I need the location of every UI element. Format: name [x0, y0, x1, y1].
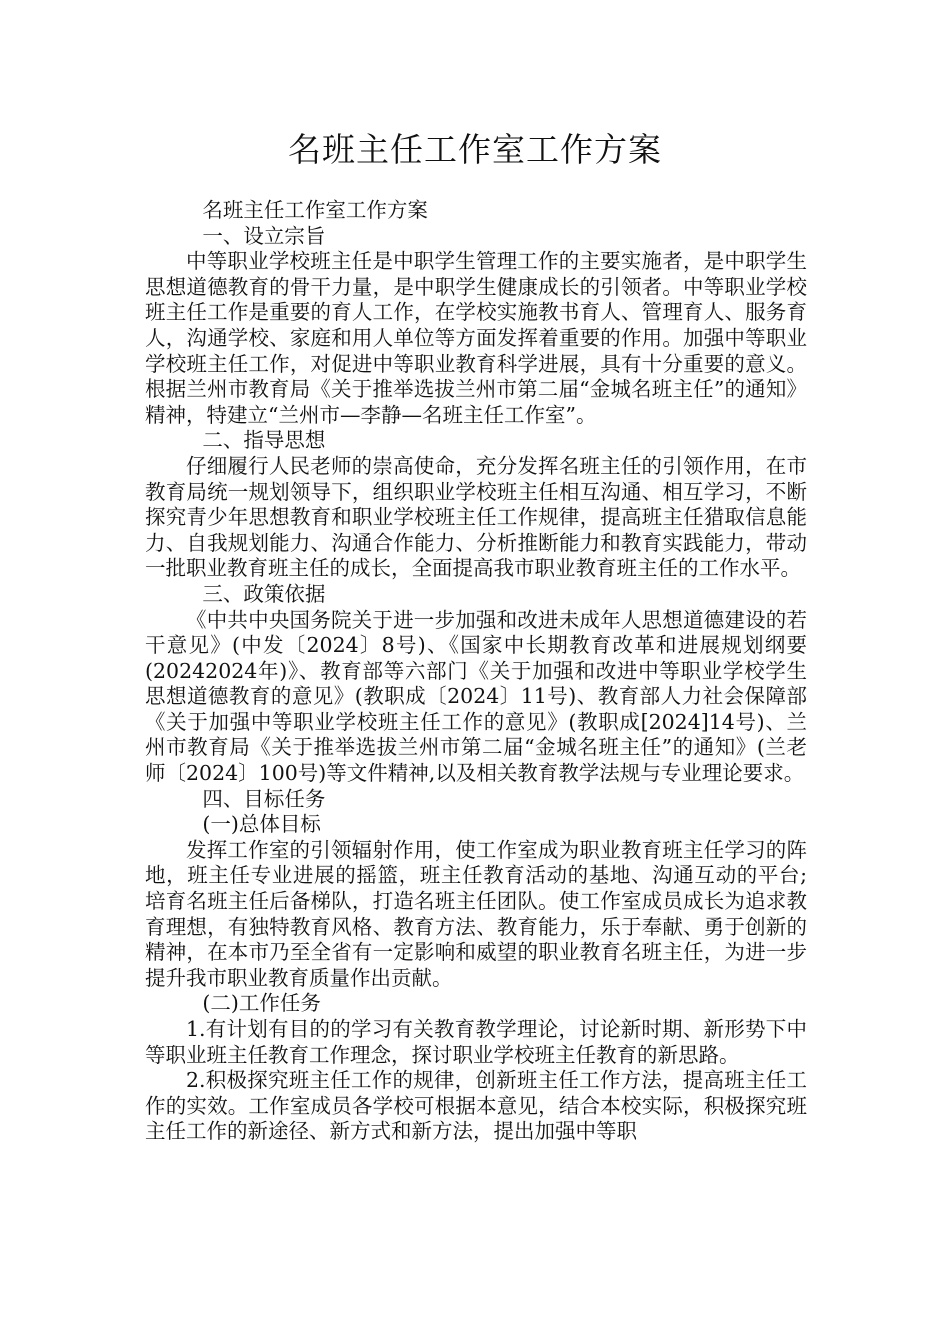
paragraph-overall-goal: 发挥工作室的引领辐射作用，使工作室成为职业教育班主任学习的阵地，班主任专业进展的摇篮，班主任教育活动的基地、沟通互动的平台;培育名班主任后备梯队，打造名班主任团队。使工作室成员成长为追求教育理想，有独特教育风格、教育方法、教育能力，乐于奉献、勇于创新的精神，在本市乃至全省有一定影响和威望的职业教育名班主任，为进一步提升我市职业教育质量作出贡献。 — [145, 837, 807, 990]
subtitle-line: 名班主任工作室工作方案 — [202, 198, 428, 222]
document-body — [145, 198, 807, 1145]
paragraph-policy-basis: 《中共中央国务院关于进一步加强和改进未成年人思想道德建设的若干意见》(中发〔2024〕8号)、《国家中长期教育改革和进展规划纲要(20242024年)》、教育部等六部门《关于加强和改进中等职业学校学生思想道德教育的意见》(教职成〔2024〕11号)、教育部人力社会保障部《关于加强中等职业学校班主任工作的意见》(教职成[2024]14号)、兰州市教育局《关于推举选拔兰州市第二届“金城名班主任”的通知》(兰老师〔2024〕100号)等文件精神,以及相关教育教学法规与专业理论要求。 — [145, 607, 807, 786]
paragraph-task-2: 2.积极探究班主任工作的规律，创新班主任工作方法，提高班主任工作的实效。工作室成员各学校可根据本意见，结合本校实际，积极探究班主任工作的新途径、新方式和新方法，提出加强中等职 — [145, 1068, 807, 1144]
section-heading-policy-basis: 三、政策依据 — [202, 581, 326, 606]
page-title: 名班主任工作室工作方案 — [288, 130, 662, 169]
paragraph-guiding-ideology: 仔细履行人民老师的崇高使命，充分发挥名班主任的引领作用，在市教育局统一规划领导下，组织职业学校班主任相互沟通、相互学习，不断探究青少年思想教育和职业学校班主任工作规律，提高班主任猎取信息能力、自我规划能力、沟通合作能力、分析推断能力和教育实践能力，带动一批职业教育班主任的成长，全面提高我市职业教育班主任的工作水平。 — [145, 453, 807, 581]
section-heading-goals: 四、目标任务 — [202, 786, 326, 811]
section-heading-guiding-ideology: 二、指导思想 — [202, 428, 326, 453]
section-heading-purpose: 一、设立宗旨 — [202, 223, 326, 248]
subsection-heading-overall-goal: (一)总体目标 — [202, 812, 321, 837]
paragraph-purpose: 中等职业学校班主任是中职学生管理工作的主要实施者，是中职学生思想道德教育的骨干力量，是中职学生健康成长的引领者。中等职业学校班主任工作是重要的育人工作，在学校实施教书育人、管理育人、服务育人，沟通学校、家庭和用人单位等方面发挥着重要的作用。加强中等职业学校班主任工作，对促进中等职业教育科学进展，具有十分重要的意义。根据兰州市教育局《关于推举选拔兰州市第二届“金城名班主任”的通知》精神，特建立“兰州市—李静—名班主任工作室”。 — [145, 249, 807, 427]
subsection-heading-work-tasks: (二)工作任务 — [202, 991, 321, 1016]
paragraph-task-1: 1.有计划有目的的学习有关教育教学理论，讨论新时期、新形势下中等职业班主任教育工作理念，探讨职业学校班主任教育的新思路。 — [145, 1017, 807, 1067]
